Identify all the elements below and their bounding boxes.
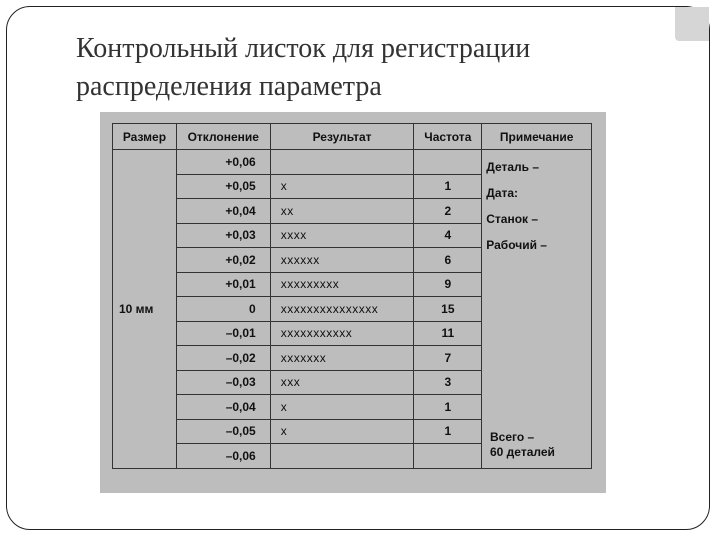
- title-line-2: распределения параметра: [76, 71, 382, 102]
- note-part: Деталь –: [486, 160, 540, 174]
- note-worker: Рабочий –: [486, 238, 547, 252]
- frequency-cell: 9: [414, 272, 482, 297]
- deviation-cell: +0,01: [176, 272, 270, 297]
- deviation-cell: –0,01: [176, 321, 270, 346]
- result-cell: x: [270, 174, 414, 199]
- deviation-cell: –0,06: [176, 444, 270, 469]
- frequency-cell: 1: [414, 174, 482, 199]
- frequency-cell: 1: [414, 395, 482, 420]
- title-line-1: Контрольный листок для регистрации: [76, 33, 531, 64]
- frequency-cell: 6: [414, 248, 482, 273]
- slide-title: [76, 30, 676, 106]
- scanned-table-image: [100, 112, 606, 493]
- result-cell: xxxxxxx: [270, 346, 414, 371]
- result-cell: xx: [270, 199, 414, 224]
- note-total-line-1: Всего –: [490, 430, 535, 444]
- frequency-cell: 11: [414, 321, 482, 346]
- check-sheet-table: [112, 123, 592, 469]
- deviation-cell: 0: [176, 297, 270, 322]
- size-cell: 10 мм: [113, 150, 177, 469]
- header-frequency: Частота: [414, 124, 482, 150]
- frequency-cell: [414, 150, 482, 175]
- header-note: Примечание: [482, 124, 592, 150]
- deviation-cell: +0,02: [176, 248, 270, 273]
- header-result: Результат: [270, 124, 414, 150]
- result-cell: xxx: [270, 370, 414, 395]
- result-cell: xxxx: [270, 223, 414, 248]
- frequency-cell: 3: [414, 370, 482, 395]
- result-cell: [270, 444, 414, 469]
- header-size: Размер: [113, 124, 177, 150]
- frequency-cell: 7: [414, 346, 482, 371]
- result-cell: [270, 150, 414, 175]
- note-total-line-2: 60 деталей: [490, 445, 555, 459]
- header-deviation: Отклонение: [176, 124, 270, 150]
- note-cell: [482, 150, 592, 469]
- note-date: Дата:: [486, 186, 519, 200]
- deviation-cell: +0,06: [176, 150, 270, 175]
- frequency-cell: 15: [414, 297, 482, 322]
- deviation-cell: –0,03: [176, 370, 270, 395]
- result-cell: xxxxxxxxxxxxxxx: [270, 297, 414, 322]
- deviation-cell: +0,04: [176, 199, 270, 224]
- note-machine: Станок –: [486, 212, 539, 226]
- frequency-cell: 2: [414, 199, 482, 224]
- frequency-cell: [414, 444, 482, 469]
- result-cell: xxxxxxxxx: [270, 272, 414, 297]
- table-header-row: [113, 124, 592, 150]
- deviation-cell: –0,05: [176, 419, 270, 444]
- frequency-cell: 4: [414, 223, 482, 248]
- result-cell: xxxxxxxxxxx: [270, 321, 414, 346]
- table-row: [113, 150, 592, 175]
- deviation-cell: –0,02: [176, 346, 270, 371]
- note-total: [490, 430, 555, 460]
- result-cell: x: [270, 395, 414, 420]
- deviation-cell: +0,05: [176, 174, 270, 199]
- deviation-cell: –0,04: [176, 395, 270, 420]
- corner-tab: [675, 7, 709, 41]
- deviation-cell: +0,03: [176, 223, 270, 248]
- frequency-cell: 1: [414, 419, 482, 444]
- result-cell: x: [270, 419, 414, 444]
- result-cell: xxxxxx: [270, 248, 414, 273]
